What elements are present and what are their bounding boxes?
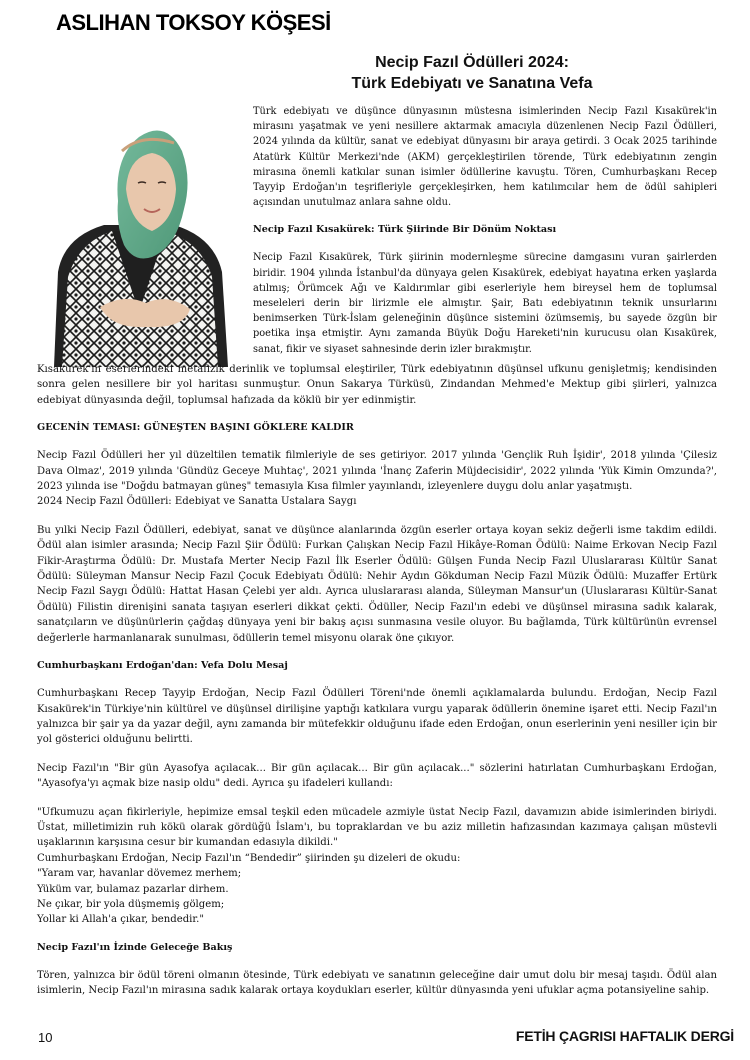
right-column <box>253 104 717 357</box>
intro-paragraph: Türk edebiyatı ve düşünce dünyasının müstesna isimlerinden Necip Fazıl Kısakürek'in mirasını yaşatmak ve yeni nesillere aktarmak amacıyla düzenlenen Necip Fazıl Ödülleri, 2024 yılında da kültür, sanat ve edebiyat dünyasını bir araya getirdi. 3 Ocak 2025 tarihinde Atatürk Kültür Merkezi'nde (AKM) gerçekleştirilen törende, Türk edebiyatının zengin mirasına önemli katkılar sunan isimler ödüllerine kavuştu. Tören, Cumhurbaşkanı Recep Tayyip Erdoğan'ın teşrifleriyle gerçekleşirken, hem katılımcılar hem de ödül sahipleri açısından unutulmaz anlara sahne oldu. <box>253 106 717 209</box>
section-heading: GECENİN TEMASI: GÜNEŞTEN BAŞINI GÖKLERE KALDIR <box>37 422 354 434</box>
article-title <box>300 52 644 94</box>
page-number: 10 <box>38 1030 53 1045</box>
article-title-line-1: Necip Fazıl Ödülleri 2024: <box>375 54 569 71</box>
section-paragraph-tail: 2024 Necip Fazıl Ödülleri: Edebiyat ve Sanatta Ustalara Saygı <box>37 496 357 508</box>
poem-line: Ne çıkar, bir yola düşmemiş gölgem; <box>37 898 225 910</box>
author-photo <box>34 97 244 367</box>
column-title: ASLIHAN TOKSOY KÖŞESİ <box>56 10 331 35</box>
poem-intro: Cumhurbaşkanı Erdoğan, Necip Fazıl'ın “Bendedir” şiirinden şu dizeleri de okudu: <box>37 852 461 864</box>
poem-line: "Yaram var, havanlar dövemez merhem; <box>37 868 242 880</box>
section-paragraph: Cumhurbaşkanı Recep Tayyip Erdoğan, Necip Fazıl Ödülleri Töreni'nde önemli açıklamalarda bulundu. Erdoğan, Necip Fazıl Kısakürek'in Türkiye'nin kültürel ve düşünsel dirilişine yaptığı katkılara vurgu yaparak ödüllerin önemine işaret etti. Necip Fazıl'ın yalnızca bir şair ya da yazar değil, aynı zamanda bir mütefekkir olduğunu ifade eden Erdoğan, onun eserlerinin yeni nesiller için bir yol gösterici olduğunu belirtti. <box>37 688 717 746</box>
poem-line: Yollar ki Allah'a çıkar, bendedir." <box>37 914 204 926</box>
section-paragraph: Tören, yalnızca bir ödül töreni olmanın ötesinde, Türk edebiyatı ve sanatının geleceğine dair umut dolu bir mesaj taşıdı. Ödül alan isimlerin, Necip Fazıl'ın mirasına sadık kalarak ortaya koydukları eserler, kültür dünyasında yeni ufuklar açma potansiyeline sahip. <box>37 969 717 997</box>
article-title-line-2: Türk Edebiyatı ve Sanatına Vefa <box>351 75 593 92</box>
section-paragraph: Necip Fazıl'ın "Bir gün Ayasofya açılacak... Bir gün açılacak... Bir gün açılacak..." sözlerini hatırlatan Cumhurbaşkanı Erdoğan, "Ayasofya'yı açmak bize nasip oldu" dedi. Ayrıca şu ifadeleri kullandı: <box>37 762 717 790</box>
quote-paragraph: "Ufkumuzu açan fikirleriyle, hepimize emsal teşkil eden mücadele azmiyle üstat Necip Fazıl, davamızın abide isimlerinden biriydi. Üstat, milletimizin ruh kökü olarak gördüğü İslam'ı, bu topraklardan ve bu aziz milletin hafızasından kazımaya çalışan müstevli uşaklarının karşısına cesur bir kumandan edasıyla dikildi." <box>37 806 717 849</box>
main-text <box>37 362 717 999</box>
section-paragraph: Necip Fazıl Kısakürek, Türk şiirinin modernleşme sürecine damgasını vuran şairlerden biridir. 1904 yılında İstanbul'da dünyaya gelen Kısakürek, edebiyat hayatına erken yaşlarda atılmış; Örümcek Ağı ve Kaldırımlar gibi eserleriyle hem bireysel hem de toplumsal meseleleri derin bir lirizmle ele almıştır. Şair, Batı edebiyatının teknik unsurlarını benimserken Türk-İslam geleneğinin düşünce sistemini özümsemiş, bu sayede özgün bir poetika inşa etmiştir. Aynı zamanda Büyük Doğu Hareketi'nin kurucusu olan Kısakürek, sanat, fikir ve siyaset sahnesinde derin izler bırakmıştır. <box>253 252 717 355</box>
poem-line: Yüküm var, bulamaz pazarlar dirhem. <box>37 883 229 895</box>
section-paragraph: Kısakürek'in eserlerindeki metafizik derinlik ve toplumsal eleştiriler, Türk edebiyatının düşünsel ufkunu genişletmiş; kendisinden sonra gelen nesillere bir yol haritası sunmuştur. Onun Sakarya Türküsü, Zindandan Mehmed'e Mektup gibi şiirleri, yalnızca edebiyat dünyasında değil, toplumsal hafızada da köklü bir yer edinmiştir. <box>37 364 717 406</box>
awards-paragraph: Bu yılki Necip Fazıl Ödülleri, edebiyat, sanat ve düşünce alanlarında özgün eserler ortaya koyan sekiz değerli isme takdim edildi. Ödül alan isimler arasında; Necip Fazıl Şiir Ödülü: Furkan Çalışkan Necip Fazıl Hikâye-Roman Ödülü: Naime Erkovan Necip Fazıl Fikir-Araştırma Ödülü: Dr. Mustafa Merter Necip Fazıl İlk Eserler Ödülü: Gülşen Funda Necip Fazıl Uluslararası Kültür Sanat Ödülü: Süleyman Mansur Necip Fazıl Çocuk Edebiyatı Ödülü: Nehir Aydın Gökduman Necip Fazıl Müzik Ödülü: Muzaffer Ertürk Necip Fazıl Saygı Ödülü: Hattat Hasan Çelebi yer aldı. Ayrıca uluslararası alanda, Süleyman Mansur'un (Uluslararası Kültür-Sanat Ödülü) Filistin direnişini sanata taşıyan eserleri dikkat çekti. Ödüller, Necip Fazıl'ın edebi ve düşünsel mirasına sadık kalarak, sanatçıların ve düşünürlerin çağdaş dünyaya yeni bir bakış açısı sunmasına vesile oluyor. Bu bağlamda, Türk kültürünün evrensel değerlerle harmanlanarak sunulması, ödüllerin temel misyonu olarak öne çıkıyor. <box>37 524 717 644</box>
section-heading: Necip Fazıl Kısakürek: Türk Şiirinde Bir Dönüm Noktası <box>253 224 557 236</box>
section-heading: Cumhurbaşkanı Erdoğan'dan: Vefa Dolu Mesaj <box>37 660 288 672</box>
section-paragraph: Necip Fazıl Ödülleri her yıl düzeltilen tematik filmleriyle de ses getiriyor. 2017 yılında 'Gençlik Ruh İşidir', 2018 yılında 'Çilesiz Dava Olmaz', 2019 yılında 'Gündüz Geceye Muhtaç', 2021 yılında 'İnanç Zaferin Müjdecisidir', 2022 yılında 'Yük Kimin Omzunda?', 2023 yılında ise "Doğdu batmayan güneş" temasıyla Kısa filmler yayınlandı, izleyenlere duygu dolu anlar yaşatmıştı. <box>37 450 717 493</box>
poem <box>37 866 717 928</box>
section-heading: Necip Fazıl'ın İzinde Geleceğe Bakış <box>37 941 233 953</box>
magazine-name: FETİH ÇAGRISI HAFTALIK DERGİ <box>515 1028 734 1044</box>
